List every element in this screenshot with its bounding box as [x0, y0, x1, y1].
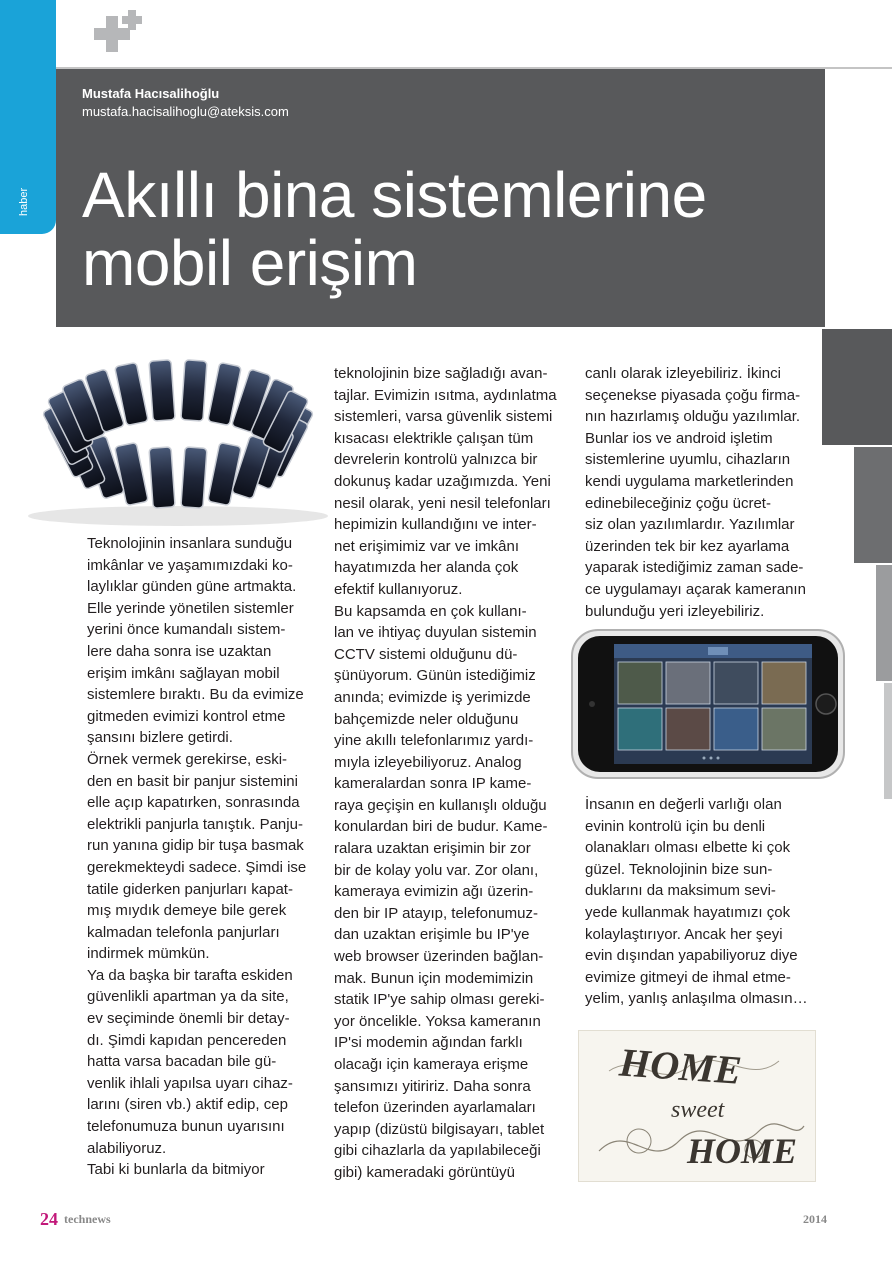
text-line: duklarını da maksimum sevi- [585, 882, 776, 900]
text-line: Örnek vermek gerekirse, eski- [87, 750, 288, 768]
text-line: telefon üzerinden ayarlamaları [334, 1099, 536, 1117]
text-line: alabiliyoruz. [87, 1139, 167, 1157]
home-sweet-home-drawing [579, 1031, 815, 1181]
text-line: kolaylaştırıyor. Ancak her şeyi [585, 925, 783, 943]
text-line: seçenekse piyasada çoğu firma- [585, 386, 801, 404]
text-line: Bu kapsamda en çok kullanı- [334, 602, 527, 620]
text-line: bir de kolay yolu var. Zor olanı, [334, 861, 539, 879]
text-line: efektif kullanıyoruz. [334, 580, 463, 598]
iphone-cctv-app-image [568, 626, 848, 782]
text-line: mak. Bunun için modemimizin [334, 969, 534, 987]
text-line: olanakları olması elbette ki çok [585, 839, 791, 857]
text-line: sistemlere bıraktı. Bu da evimize [87, 686, 304, 704]
text-line: elektrikli panjurla tanıştık. Panju- [87, 815, 303, 833]
camera-thumbnail [714, 708, 758, 750]
camera-thumbnail [618, 708, 662, 750]
text-line: evin dışından yapabiliyoruz diye [585, 947, 798, 965]
article-column-1 [87, 533, 306, 1181]
text-line: gerekmekteydi sadece. Şimdi ise [87, 858, 307, 876]
text-line: Teknolojinin insanlara sunduğu [87, 535, 293, 552]
text-line: erişim imkânı sağlayan mobil [87, 664, 280, 682]
phone-shape [149, 360, 175, 421]
text-line: dı. Şimdi kapıdan pencereden [87, 1031, 287, 1049]
svg-text:HOME: HOME [617, 1039, 743, 1093]
page-number: 24 [40, 1209, 58, 1229]
article-title-line: mobil erişim [82, 227, 418, 299]
text-line: konulardan biri de budur. Kame- [334, 818, 548, 836]
text-line: sistemleri, varsa güvenlik sistemi [334, 408, 553, 426]
text-line: net erişimimiz var ve imkânı [334, 537, 520, 555]
svg-text:sweet: sweet [671, 1097, 725, 1123]
text-line: yine akıllı telefonlarımız yardı- [334, 732, 534, 750]
text-line: hatta varsa bacadan bile gü- [87, 1053, 277, 1071]
article-column-2 [334, 363, 557, 1184]
text-line: anında; evimizde iş yerimizde [334, 688, 531, 706]
text-line: bahçemizde neler olduğunu [334, 710, 519, 728]
article-title [82, 161, 822, 297]
section-label: haber [18, 187, 30, 217]
side-bar-blank [825, 69, 892, 327]
text-line: kameraya evimizin ağı üzerin- [334, 883, 534, 901]
text-line: Tabi ki bunlarla da bitmiyor [87, 1161, 265, 1179]
text-line: imkânlar ve yaşamımızdaki ko- [87, 556, 293, 574]
text-line: mıyla izleyebiliyoruz. Analog [334, 753, 522, 771]
text-line: gibi cihazlarla da yapılabileceği [334, 1142, 541, 1160]
article-header [56, 69, 825, 327]
text-line: yelim, yanlış anlaşılma olmasın… [585, 990, 808, 1008]
text-line: kameralardan sonra IP kame- [334, 775, 532, 793]
article-column-3-top [585, 363, 806, 622]
side-bar-1 [822, 329, 892, 445]
side-bar-4 [884, 683, 892, 799]
text-line: hayatımızda her alanda çok [334, 559, 519, 577]
text-line: dokunuş kadar uzağımızda. Yeni [334, 472, 551, 490]
text-line: dan uzaktan erişimle bu IP'ye [334, 926, 530, 944]
text-line: şünüyorum. Günün istediğimiz [334, 667, 536, 685]
text-line: edinebileceğiniz çoğu ücret- [585, 494, 771, 512]
text-line: ev seçiminde önemli bir detay- [87, 1010, 290, 1028]
text-line: Ya da başka bir tarafta eskiden [87, 966, 293, 984]
text-line: CCTV sistemi olduğunu dü- [334, 645, 518, 663]
text-line: teknolojinin bize sağladığı avan- [334, 365, 548, 382]
phone-shape [181, 360, 207, 421]
text-line: gibi) kameradaki görüntüyü [334, 1163, 515, 1181]
smartphones-fan-image [18, 356, 328, 528]
text-line: canlı olarak izleyebiliriz. İkinci [585, 365, 781, 382]
text-line: olacağı için kameraya erişme [334, 1056, 529, 1073]
text-line: nın hazırlamış olduğu yazılımlar. [585, 408, 801, 426]
text-line: IP'si modemin ağından farklı [334, 1034, 523, 1052]
text-line: ralara uzaktan erişimin bir zor [334, 840, 531, 858]
text-line: run yanına gidip bir tuşa basmak [87, 837, 304, 855]
text-line: güzel. Teknolojinin bize sun- [585, 860, 773, 878]
text-line: hepimizin kullandığını ve inter- [334, 516, 537, 534]
text-line: bulunduğu yeri izleyebiliriz. [585, 602, 765, 620]
text-line: yaparak istediğimiz zaman sade- [585, 559, 804, 577]
plus-logo-icon [80, 6, 144, 62]
text-line: yede kullanmak hayatımızı çok [585, 903, 791, 921]
text-line: yor öncelikle. Yoksa kameranın [334, 1012, 541, 1030]
camera-thumbnail [666, 662, 710, 704]
author-name: Mustafa Hacısalihoğlu [82, 86, 220, 101]
text-line: lan ve ihtiyaç duyulan sistemin [334, 624, 537, 642]
text-line: elle açıp kapatırken, sonrasında [87, 794, 300, 812]
camera-thumbnail [762, 662, 806, 704]
camera-thumbnail [666, 708, 710, 750]
author-email[interactable]: mustafa.hacisalihoglu@ateksis.com [82, 104, 289, 119]
text-line: den bir IP atayıp, telefonumuz- [334, 904, 539, 922]
side-bar-2 [854, 447, 892, 563]
text-line: Bunlar ios ve android işletim [585, 429, 773, 447]
text-line: Elle yerinde yönetilen sistemler [87, 599, 294, 617]
text-line: güvenlikli apartman ya da site, [87, 988, 289, 1006]
text-line: üzerinden tek bir kez ayarlama [585, 537, 790, 555]
text-line: nesil olarak, yeni nesil telefonları [334, 494, 551, 512]
text-line: den en basit bir panjur sistemini [87, 772, 298, 790]
home-sweet-home-illustration [578, 1030, 816, 1182]
text-line: kısacası elektrikle çalışan tüm [334, 429, 534, 447]
text-line: lere daha sonra ise uzaktan [87, 642, 272, 660]
text-line: devrelerin kontrolü yalnızca bir [334, 451, 538, 469]
magazine-brand: technews [64, 1212, 111, 1226]
text-line: gitmeden evimizi kontrol etme [87, 707, 286, 725]
text-line: indirmek mümkün. [87, 945, 210, 963]
text-line: sistemlerine uyumlu, cihazların [585, 451, 791, 469]
text-line: evinin kontrolü için bu denli [585, 817, 766, 835]
phone-shape [149, 447, 175, 508]
text-line: şansını bizlere getirdi. [87, 729, 233, 747]
text-line: mış mıydık demeye bile gerek [87, 902, 287, 920]
text-line: tatile giderken panjurları kapat- [87, 880, 293, 898]
text-line: şansımızı yitiririz. Daha sonra [334, 1077, 531, 1095]
text-line: kalmadan telefonla panjurları [87, 923, 280, 941]
svg-text:HOME: HOME [687, 1131, 798, 1171]
text-line: laylıklar günden güne artmakta. [87, 578, 297, 596]
text-line: venlik ihlali yapılsa uyarı cihaz- [87, 1074, 293, 1092]
article-column-3-bottom [585, 794, 808, 1010]
text-line: siz olan yazılımlardır. Yazılımlar [585, 516, 795, 534]
text-line: yerini önce kumandalı sistem- [87, 621, 286, 639]
text-line: telefonumuza bunun uyarısını [87, 1118, 285, 1136]
text-line: web browser üzerinden bağlan- [334, 948, 544, 966]
text-line: tajlar. Evimizin ısıtma, aydınlatma [334, 386, 557, 404]
text-line: larını (siren vb.) aktif edip, cep [87, 1096, 288, 1114]
text-line: raya geçişin en kullanışlı olduğu [334, 796, 547, 814]
phone-shape [181, 447, 207, 508]
camera-thumbnail [714, 662, 758, 704]
text-line: yapıp (dizüstü bilgisayarı, tablet [334, 1120, 545, 1138]
text-line: kendi uygulama marketlerinden [585, 472, 794, 490]
text-line: ce uygulamayı açarak kameranın [585, 580, 806, 598]
camera-thumbnail [618, 662, 662, 704]
issue-year: 2014 [803, 1212, 827, 1226]
article-title-line: Akıllı bina sistemlerine [82, 159, 707, 231]
text-line: evimize gitmeyi de ihmal etme- [585, 968, 791, 986]
side-bar-3 [876, 565, 892, 681]
text-line: statik IP'ye sahip olması gereki- [334, 991, 545, 1009]
text-line: İnsanın en değerli varlığı olan [585, 796, 782, 813]
phone-shape [208, 442, 242, 505]
phone-shape [115, 442, 149, 505]
camera-thumbnail [762, 708, 806, 750]
